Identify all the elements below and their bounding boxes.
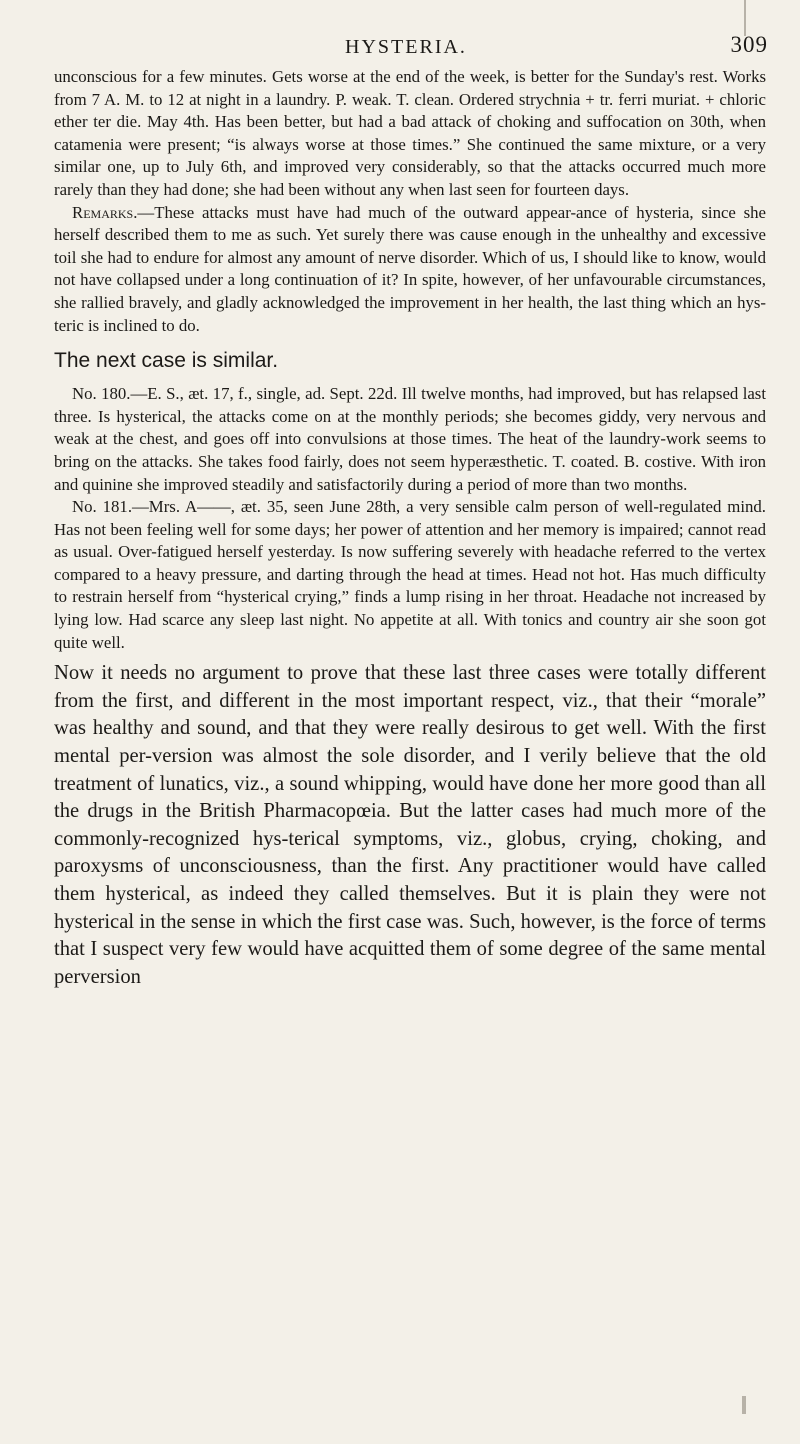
section-lead-in: The next case is similar. <box>54 349 279 373</box>
paragraph-case-180: No. 180.—E. S., æt. 17, f., single, ad. Sept. 22d. Ill twelve months, had improved, but has relapsed last three. Is hysterical, the attacks come on at the monthly periods; she becomes giddy, very nervous and weak at the chest, and goes off into convulsions at those times. The heat of the laundry-work seems to bring on the attacks. She takes food fairly, does not seem hyperæsthetic. T. coated. B. costive. With iron and quinine she improved steadily and satisfactorily during a period of more than two months. <box>54 384 766 494</box>
page-number: 309 <box>730 32 768 57</box>
paragraph-remarks <box>54 202 766 338</box>
paragraph-discussion: Now it needs no argument to prove that these last three cases were totally different from the first, and different in the most important respect, viz., that their “morale” was healthy and sound, and that they were really desirous to get well. With the first mental per-version was almost the sole disorder, and I verily believe that the old treatment of lunatics, viz., a sound whipping, would have done her more good than all the drugs in the British Pharmacopœia. But the latter cases had much more of the commonly-recognized hys-terical symptoms, viz., globus, crying, choking, and paroxysms of unconsciousness, than the first. Any practitioner would have called them hysterical, as indeed they called themselves. But it is plain they were not hysterical in the sense in which the first case was. Such, however, is the force of terms that I suspect very few would have acquitted them of some degree of the same mental perversion <box>54 662 766 988</box>
running-head <box>44 26 768 66</box>
remarks-text: —These attacks must have had much of the outward appear-ance of hysteria, since she herself described them to me as such. Yet surely there was cause enough in the unhealthy and excessive toil she had to endure for almost any amount of nerve disorder. Which of us, I should like to know, would not have collapsed under a long continuation of it? In spite, however, of her unfavourable circumstances, she rallied bravely, and gladly acknowledged the improvement in her health, the last thing which an hys-teric is inclined to do. <box>54 202 766 335</box>
running-title: HYSTERIA. <box>345 36 467 58</box>
paragraph-case-181: No. 181.—Mrs. A——, æt. 35, seen June 28th, a very sensible calm person of well-regulated mind. Has not been feeling well for some days; her power of attention and her memory is impaired; cannot read as usual. Over-fatigued herself yesterday. Is now suffering severely with headache referred to the vertex compared to a heavy pressure, and darting through the head at times. Head not hot. Has much difficulty to restrain herself from “hysterical crying,” finds a lump rising in her throat. Headache not increased by lying low. Had scarce any sleep last night. No appetite at all. With tonics and country air she soon got quite well. <box>54 497 766 652</box>
paragraph-case-continuation: unconscious for a few minutes. Gets worse at the end of the week, is better for the Sunday's rest. Works from 7 A. M. to 12 at night in a laundry. P. weak. T. clean. Ordered strychnia + tr. ferri muriat. + chloric ether ter die. May 4th. Has been better, but had a bad attack of choking and suffocation on 30th, when catamenia were present; “is always worse at those times.” She continued the same mixture, or a very similar one, up to July 6th, and improved very considerably, so that the attacks occurred much more rarely than they had done; she had been without any when last seen for fourteen days. <box>54 67 766 199</box>
remarks-lead: Remarks. <box>72 202 138 222</box>
body-text <box>54 66 766 991</box>
margin-mark <box>742 1396 746 1414</box>
